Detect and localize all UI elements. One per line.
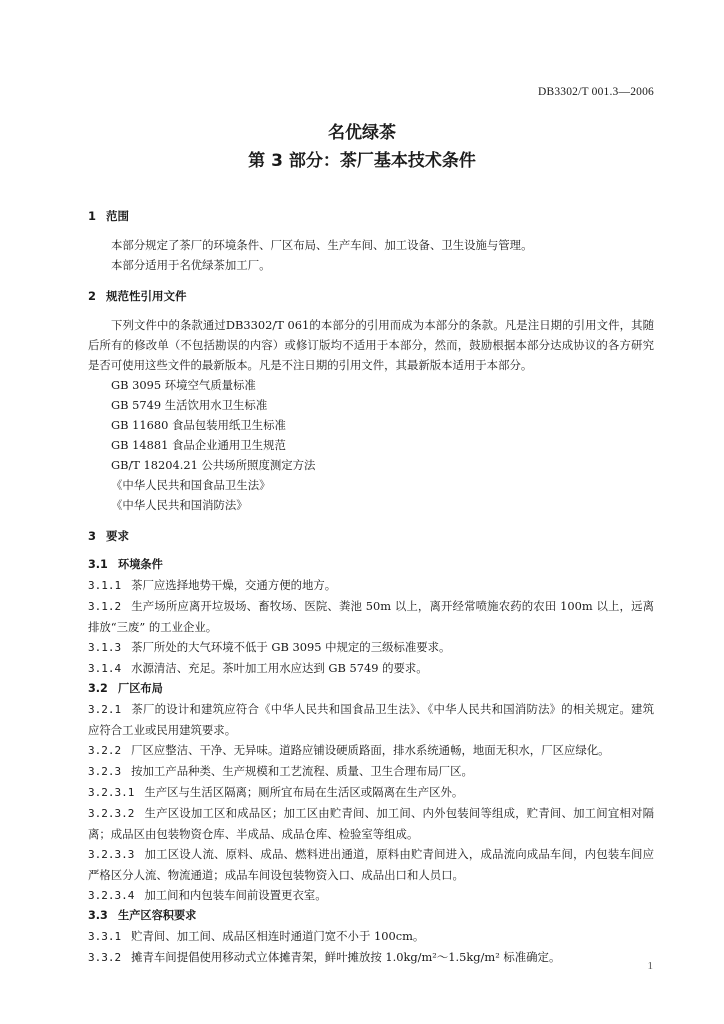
clause: 3.1.3 茶厂所处的大气环境不低于 GB 3095 中规定的三级标准要求。 bbox=[88, 640, 451, 654]
page-number: 1 bbox=[647, 960, 653, 972]
subsection-heading: 3.1 环境条件 bbox=[88, 558, 163, 571]
clause: 3.1.4 水源清洁、充足。茶叶加工用水应达到 GB 5749 的要求。 bbox=[88, 661, 428, 675]
section-title: 规范性引用文件 bbox=[106, 289, 187, 303]
clause: 3.2.3.4 加工间和内包装车间前设置更衣室。 bbox=[88, 888, 327, 902]
clause: 3.2.3.3 加工区设人流、原料、成品、燃料进出通道，原料由贮青间进入，成品流向成品车间，内包装车间应严格区分人流、物流通道；成品车间设包装物资入口、成品出口和人员口。 bbox=[88, 847, 654, 882]
document-body bbox=[88, 206, 654, 968]
paragraph: 本部分规定了茶厂的环境条件、厂区布局、生产车间、加工设备、卫生设施与管理。 bbox=[111, 238, 533, 252]
section-number: 2 bbox=[88, 289, 97, 303]
section-number: 3 bbox=[88, 529, 97, 543]
subsection-heading: 3.2 厂区布局 bbox=[88, 682, 163, 695]
section-title: 要求 bbox=[106, 529, 129, 543]
clause: 3.1.1 茶厂应选择地势干燥，交通方便的地方。 bbox=[88, 578, 337, 592]
reference-item: GB/T 18204.21 公共场所照度测定方法 bbox=[111, 458, 316, 472]
clause: 3.2.3.2 生产区设加工区和成品区；加工区由贮青间、加工间、内外包装间等组成，贮青间、加工间宜相对隔离；成品区由包装物资仓库、半成品、成品仓库、检验室等组成。 bbox=[88, 806, 654, 841]
section-heading-scope bbox=[88, 206, 654, 226]
clause: 3.3.2 摊青车间提倡使用移动式立体摊青架，鲜叶摊放按 1.0kg/m²～1.5kg/m² 标准确定。 bbox=[88, 950, 561, 964]
document-subtitle: 第 3 部分：茶厂基本技术条件 bbox=[248, 151, 476, 171]
section-title: 范围 bbox=[106, 209, 129, 223]
reference-item: 《中华人民共和国食品卫生法》 bbox=[111, 478, 271, 492]
subsection-heading: 3.3 生产区容积要求 bbox=[88, 909, 197, 922]
clause: 3.2.1 茶厂的设计和建筑应符合《中华人民共和国食品卫生法》、《中华人民共和国消防法》的相关规定。建筑应符合工业或民用建筑要求。 bbox=[88, 702, 654, 737]
reference-item: GB 14881 食品企业通用卫生规范 bbox=[111, 438, 286, 452]
section-heading-requirements bbox=[88, 526, 654, 546]
reference-item: GB 3095 环境空气质量标准 bbox=[111, 378, 256, 392]
section-heading-normative-references bbox=[88, 286, 654, 306]
section-number: 1 bbox=[88, 209, 97, 223]
paragraph: 本部分适用于名优绿茶加工厂。 bbox=[111, 258, 271, 272]
clause: 3.2.3 按加工产品种类、生产规模和工艺流程、质量、卫生合理布局厂区。 bbox=[88, 764, 473, 778]
clause: 3.2.3.1 生产区与生活区隔离；厕所宜布局在生活区或隔离在生产区外。 bbox=[88, 785, 464, 799]
reference-item: GB 11680 食品包装用纸卫生标准 bbox=[111, 418, 286, 432]
standard-code: DB3302/T 001.3—2006 bbox=[537, 86, 654, 98]
reference-item: 《中华人民共和国消防法》 bbox=[111, 498, 248, 512]
paragraph: 下列文件中的条款通过DB3302/T 061的本部分的引用而成为本部分的条款。凡是注日期的引用文件，其随后所有的修改单（不包括勘误的内容）或修订版均不适用于本部分，然而，鼓励根据本部分达成协议的各方研究是否可使用这些文件的最新版本。凡是不注日期的引用文件，其最新版本适用于本部分。 bbox=[88, 318, 654, 372]
document-title: 名优绿茶 bbox=[328, 123, 396, 143]
reference-item: GB 5749 生活饮用水卫生标准 bbox=[111, 398, 268, 412]
clause: 3.2.2 厂区应整洁、干净、无异味。道路应铺设硬质路面，排水系统通畅，地面无积水，厂区应绿化。 bbox=[88, 743, 610, 757]
clause: 3.1.2 生产场所应离开垃圾场、畜牧场、医院、粪池 50m 以上，离开经常喷施农药的农田 100m 以上，远离排放“三废” 的工业企业。 bbox=[88, 599, 654, 634]
clause: 3.3.1 贮青间、加工间、成品区相连时通道门宽不小于 100cm。 bbox=[88, 929, 425, 943]
